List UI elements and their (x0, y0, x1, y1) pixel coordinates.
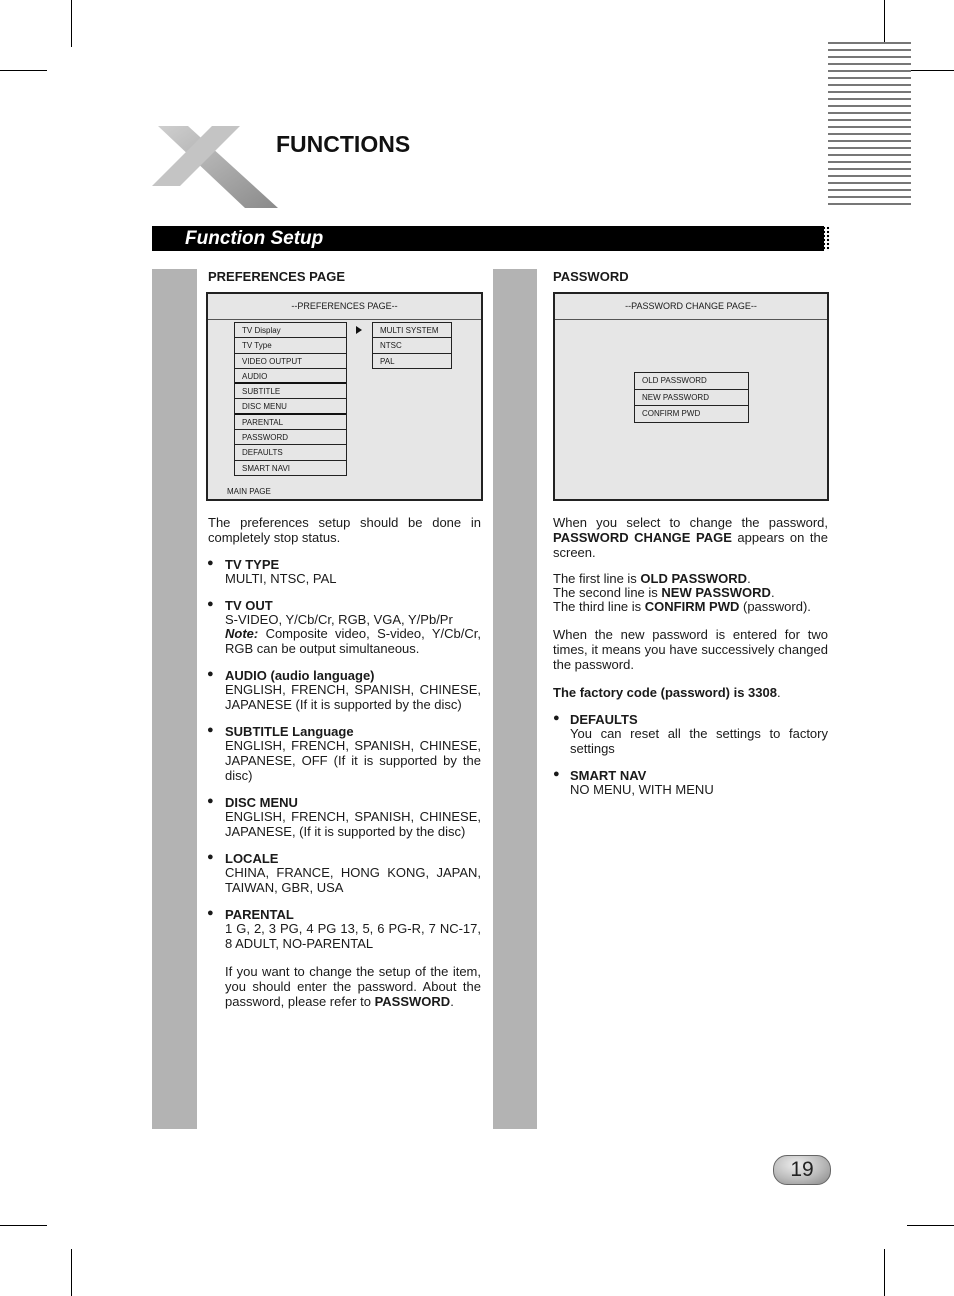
bullet-icon: ● (207, 851, 214, 863)
screen-title: --PASSWORD CHANGE PAGE-- (625, 301, 757, 311)
password-heading: PASSWORD (553, 269, 629, 284)
preferences-heading: PREFERENCES PAGE (208, 269, 346, 284)
page-number-badge (773, 1155, 831, 1185)
banner-dots (802, 226, 830, 251)
brand-logo-icon (150, 124, 278, 210)
bullet-icon: ● (207, 907, 214, 919)
bullet-icon: ● (207, 724, 214, 736)
item-title: DEFAULTS (570, 712, 638, 727)
bullet-icon: ● (553, 712, 560, 724)
item-text: ENGLISH, FRENCH, SPANISH, CHINESE, JAPANESE (If it is supported by the disc) (225, 682, 481, 712)
bullet-icon: ● (553, 768, 560, 780)
password-lines: The first line is OLD PASSWORD. The second line is NEW PASSWORD. The third line is CONFIRM PWD (password). (553, 571, 811, 614)
item-title: PARENTAL (225, 907, 294, 922)
item-text: S-VIDEO, Y/Cb/Cr, RGB, VGA, Y/Pb/Pr (225, 612, 453, 627)
menu-item[interactable]: TV Display (235, 323, 346, 338)
item-text: NO MENU, WITH MENU (570, 782, 714, 797)
closing-text: If you want to change the setup of the item, you should enter the password. About the password, please refer to PASSWORD. (225, 964, 481, 1009)
menu-item[interactable]: DEFAULTS (235, 445, 346, 460)
bullet-icon: ● (207, 557, 214, 569)
menu-item[interactable]: OLD PASSWORD (635, 373, 748, 390)
item-text: CHINA, FRANCE, HONG KONG, JAPAN, TAIWAN, GBR, USA (225, 865, 481, 895)
crop-mark (71, 0, 72, 47)
submenu-item[interactable]: PAL (373, 354, 451, 369)
submenu (372, 322, 452, 369)
left-margin-bar (152, 269, 197, 1129)
password-confirm-text: When the new password is entered for two times, it means you have successively changed the password. (553, 627, 828, 672)
menu-item[interactable]: SUBTITLE (235, 384, 346, 399)
crop-mark (884, 1249, 885, 1296)
screen-footer: MAIN PAGE (227, 487, 271, 496)
menu-item[interactable]: NEW PASSWORD (635, 390, 748, 407)
intro-text: The preferences setup should be done in completely stop status. (208, 515, 481, 545)
menu-item[interactable]: TV Type (235, 338, 346, 353)
crop-mark (907, 70, 954, 71)
item-title: TV OUT (225, 598, 273, 613)
item-text: You can reset all the settings to factory settings (570, 726, 828, 756)
crop-mark (0, 70, 47, 71)
item-title: AUDIO (audio language) (225, 668, 375, 683)
password-screen (553, 292, 829, 501)
preferences-screen (206, 292, 483, 501)
section-banner (152, 226, 824, 251)
note-text: Composite video, S-video, Y/Cb/Cr, RGB can be output simultaneous. (225, 626, 481, 656)
crop-mark (884, 0, 885, 47)
submenu-item[interactable]: NTSC (373, 338, 451, 353)
item-text: MULTI, NTSC, PAL (225, 571, 337, 586)
item-title: SUBTITLE Language (225, 724, 354, 739)
password-intro: When you select to change the password, PASSWORD CHANGE PAGE appears on the screen. (553, 515, 828, 560)
arrow-right-icon (355, 325, 363, 335)
preferences-menu (234, 322, 347, 476)
item-text: ENGLISH, FRENCH, SPANISH, CHINESE, JAPANESE, OFF (If it is supported by the disc) (225, 738, 481, 783)
note-label: Note: (225, 626, 259, 641)
banner-title: Function Setup (185, 228, 324, 249)
crop-mark (71, 1249, 72, 1296)
crop-mark (0, 1225, 47, 1226)
menu-item[interactable]: PASSWORD (235, 430, 346, 445)
page-title: FUNCTIONS (276, 131, 411, 157)
menu-item[interactable]: PARENTAL (235, 415, 346, 430)
menu-item[interactable]: VIDEO OUTPUT (235, 354, 346, 369)
factory-code: The factory code (password) is 3308. (553, 685, 781, 700)
bullet-icon: ● (207, 668, 214, 680)
item-text: ENGLISH, FRENCH, SPANISH, CHINESE, JAPANESE, (If it is supported by the disc) (225, 809, 481, 839)
screen-title: --PREFERENCES PAGE-- (291, 301, 398, 311)
menu-item[interactable]: SMART NAVI (235, 461, 346, 476)
decorative-stripes (828, 42, 911, 210)
crop-mark (907, 1225, 954, 1226)
page-number: 19 (790, 1158, 814, 1181)
menu-item[interactable]: DISC MENU (235, 399, 346, 414)
item-title: SMART NAV (570, 768, 647, 783)
item-title: DISC MENU (225, 795, 298, 810)
menu-item[interactable]: CONFIRM PWD (635, 406, 748, 423)
item-title: TV TYPE (225, 557, 280, 572)
menu-item[interactable]: AUDIO (235, 369, 346, 384)
screen-divider (555, 319, 827, 320)
item-text: 1 G, 2, 3 PG, 4 PG 13, 5, 6 PG-R, 7 NC-17, 8 ADULT, NO-PARENTAL (225, 921, 481, 951)
bullet-icon: ● (207, 795, 214, 807)
bullet-icon: ● (207, 598, 214, 610)
center-margin-bar (493, 269, 537, 1129)
password-menu (634, 372, 749, 423)
screen-divider (208, 319, 481, 320)
item-title: LOCALE (225, 851, 279, 866)
submenu-item[interactable]: MULTI SYSTEM (373, 323, 451, 338)
